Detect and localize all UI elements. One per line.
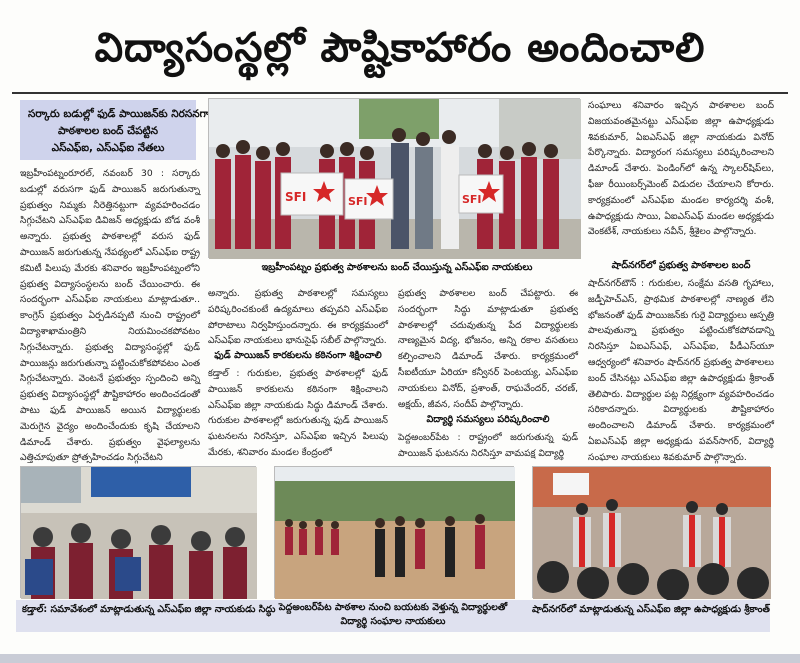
caption-kadthal: కడ్తాల్: సమావేశంలో మాట్లాడుతున్న ఎస్ఎఫ్ఐ జిల్లా నాయకుడు సిద్ధు xyxy=(22,604,276,615)
article-column-1: ఇబ్రహీంపట్నంరూరల్, నవంబర్ 30 : సర్కారు బడుల్లో వరుసగా ఫుడ్ పాయిజన్ జరుగుతున్నా ప్రభుత్వం నిమ్మకు నీరెత్తినట్టుగా వ్యవహరించడం సిగ్గుచేటని ఎస్ఎఫ్ఐ డివిజన్ అధ్యక్షుడు బోడ వంశీ అన్నారు. ప్రభుత్వ పాఠశాలల్లో వరుస ఫుడ్ పాయిజన్ జరుగుతున్న నేపథ్యంలో ఎస్ఎఫ్ఐ రాష్ట్ర కమిటీ పిలుపు మేరకు శనివారం ఇబ్రహీంపట్నంలోని ప్రభుత్వ విద్యాసంస్థలను బంద్ చేయించారు. ఈ సందర్భంగా ఎస్ఎఫ్ఐ నాయకులు మాట్లాడుతూ.. కాంగ్రెస్ ప్రభుత్వం ఏర్పడినప్పటి నుంచి రాష్ట్రంలో విద్యాశాఖామంత్రిని నియమించకపోవటం సిగ్గుచేటన్నారు. ప్రభుత్వ విద్యాసంస్థల్లో ఫుడ్ పాయిజన్లు జరుగుతున్నా పట్టించుకోకపోవటం ఎంత సిగ్గుచేటన్నారు. వెంటనే ప్రభుత్వం స్పందించి అన్ని ప్రభుత్వ విద్యాసంస్థల్లో పౌష్టికాహారం అందించడంతో పాటు ఫుడ్ పాయిజన్ అయిన విద్యార్థులకు మెరుగైన వైద్యం అందించేందుకు కృషి చేయాలని డిమాండ్ చేశారు. ప్రభుత్వం వైఫల్యాలను ఎత్తిచూపుతూ ప్రోత్సహించడం సిగ్గుచేటని xyxy=(20,168,200,464)
main-photo xyxy=(208,98,580,258)
photo-shadnagar xyxy=(532,466,770,598)
photo-peddaamberpet-scene xyxy=(275,467,515,599)
subhead-line: ఎస్ఎఫ్ఐ, ఎస్ఎఫ్ఐ నేతలు xyxy=(51,142,165,154)
main-photo-caption: ఇబ్రహీంపట్నం ప్రభుత్వ పాఠశాలను బంద్ చేయిస్తున్న ఎస్ఎఫ్ఐ నాయకులు xyxy=(261,262,533,273)
photo-kadthal-scene xyxy=(21,467,257,599)
main-photo-scene xyxy=(209,99,581,259)
caption-peddaamberpet xyxy=(268,601,518,629)
caption-shadnagar: షాద్‌నగర్‌లో మాట్లాడుతున్న ఎస్ఎఫ్ఐ జిల్లా ఉపాధ్యక్షుడు శ్రీకాంత్ xyxy=(532,604,770,615)
flag-label: SFI xyxy=(462,193,482,206)
flag-label: SFI xyxy=(348,195,368,208)
article-column-3: ప్రభుత్వ పాఠశాలల బంద్ చేపట్టారు. ఈ సందర్భంగా సిద్ధు మాట్లాడుతూ ప్రభుత్వ పాఠశాలల్లో చదువుతున్న పేద విద్యార్థులకు నాణ్యమైన విద్య, భోజనం, అన్ని రకాల వసతులు కల్పించాలని డిమాండ్ చేశారు. కార్యక్రమంలో సీఐటీయూ ఏరియా కన్వీనర్ పెంటయ్య, ఎస్ఎఫ్ఐ నాయకులు వినోద్, ప్రశాంత్, రాఘవేందర్, చరణ్, అక్షయ్, జీవన, సందీప్ పాల్గొన్నారు. xyxy=(398,288,578,410)
article-column-2: అన్నారు. ప్రభుత్వ పాఠశాలల్లో సమస్యలు పరిష్కరించకుంటే ఉద్యమాలు తప్పవని ఎస్ఎఫ్ఐ పోరాటాలు నిర్వహిస్తుందన్నారు. ఈ కార్యక్రమంలో ఎస్ఎఫ్ఐ నాయకులు భానుసైఫ్ సబీల్ పాల్గొన్నారు. xyxy=(208,288,388,347)
caption-line: పెద్దఅంబర్‌పేట పాఠశాల నుంచి బయటకు వెళ్తున్న విద్యార్థులతో xyxy=(278,602,508,613)
article-column-3b: పెద్దఅంబర్‌పేట : రాష్ట్రంలో జరుగుతున్న ఫుడ్ పాయిజన్ ఘటనను నిరసిస్తూ వామపక్ష విద్యార్థి xyxy=(398,432,578,459)
article-column-4: సంఘాలు శనివారం ఇచ్చిన పాఠశాలల బంద్ విజయవంతమైనట్టు ఎస్ఎఫ్ఐ జిల్లా ఉపాధ్యక్షుడు శివకుమార్, ఏఐఎస్ఎఫ్ జిల్లా నాయకుడు వినోద్ పేర్కొన్నారు. విద్యారంగ సమస్యలు పరిష్కరించాలని డిమాండ్ చేశారు. పెండింగ్‌లో ఉన్న స్కాలర్‌షిప్‌లు, ఫీజు రీయింబర్స్‌మెంట్ విడుదల చేయాలని కోరారు. కార్యక్రమంలో ఎస్ఎఫ్ఐ మండల కార్యదర్శి వంశీ, ఉపాధ్యక్షుడు సాయి, ఏఐఎస్ఎఫ్ మండల అధ్యక్షుడు వెంకటేశ్, నాయకులు నవీన్, శ్రీశైలం పాల్గొన్నారు. xyxy=(588,100,774,238)
section-heading: ఫుడ్ పాయిజన్ కారకులను కఠినంగా శిక్షించాలి xyxy=(214,350,382,361)
section-heading: విద్యార్థి సమస్యలు పరిష్కరించాలి xyxy=(426,414,550,425)
photo-shadnagar-scene xyxy=(533,467,771,599)
next-article-strip xyxy=(0,654,800,663)
subhead-box xyxy=(20,100,210,160)
photo-peddaamberpet xyxy=(274,466,514,598)
subhead-line: సర్కారు బడుల్లో ఫుడ్ పాయిజన్‌కు నిరసనగా xyxy=(28,108,210,120)
headline: విద్యాసంస్థల్లో పౌష్టికాహారం అందించాలి xyxy=(94,25,706,71)
article-column-2b: కడ్తాల్ : గురుకుల, ప్రభుత్వ పాఠశాలల్లో ఫుడ్ పాయిజన్ కారకులను కఠినంగా శిక్షించాలని ఎస్ఎఫ్ఐ జిల్లా నాయకుడు సిద్ధు డిమాండ్ చేశారు. గురుకుల పాఠశాలల్లో జరుగుతున్న ఫుడ్ పాయిజన్ ఘటనలను నిరసిస్తూ, ఎస్ఎఫ్ఐ ఇచ్చిన పిలుపు మేరకు, శనివారం మండల కేంద్రంలో xyxy=(208,368,388,458)
caption-line: విద్యార్థి సంఘాల నాయకులు xyxy=(340,616,446,627)
section-heading: షాద్‌నగర్‌లో ప్రభుత్వ పాఠశాలల బంద్ xyxy=(611,260,751,271)
headline-rule xyxy=(12,92,788,94)
article-column-4b: షాద్‌నగర్‌టౌన్ : గురుకుల, సంక్షేమ వసతి గృహాలు, జడ్పీహెచ్ఎస్, ప్రాథమిక పాఠశాలల్లో నాణ్యత లేని భోజనంతో ఫుడ్ పాయిజన్‌కు గురై విద్యార్థులు ఆస్పత్రి పాలవుతున్నా ప్రభుత్వం పట్టించుకోకపోవడాన్ని నిరసిస్తూ ఏఐఎస్ఎఫ్, ఎస్ఎఫ్ఐ, పీడీఎస్‌యూ ఆధ్వర్యంలో శనివారం షాద్‌నగర్ ప్రభుత్వ పాఠశాలలు బంద్ చేసినట్లు ఎస్ఎఫ్ఐ జిల్లా ఉపాధ్యక్షుడు శ్రీకాంత్ తెలిపారు. విద్యార్థుల పట్ల నిర్లక్ష్యంగా వ్యవహరించడం సరికాదన్నారు. విద్యార్థులకు పౌష్టికాహారం అందించాలని డిమాండ్ చేశారు. కార్యక్రమంలో ఏఐఎస్ఎఫ్ జిల్లా అధ్యక్షుడు పవన్‌సాగర్, విద్యార్థి సంఘాల నాయకులు శివకుమార్ పాల్గొన్నారు. xyxy=(588,278,775,463)
flag-label: SFI xyxy=(285,190,307,204)
subhead-line: పాఠశాలల బంద్ చేపట్టిన xyxy=(57,125,159,137)
photo-kadthal xyxy=(20,466,256,598)
